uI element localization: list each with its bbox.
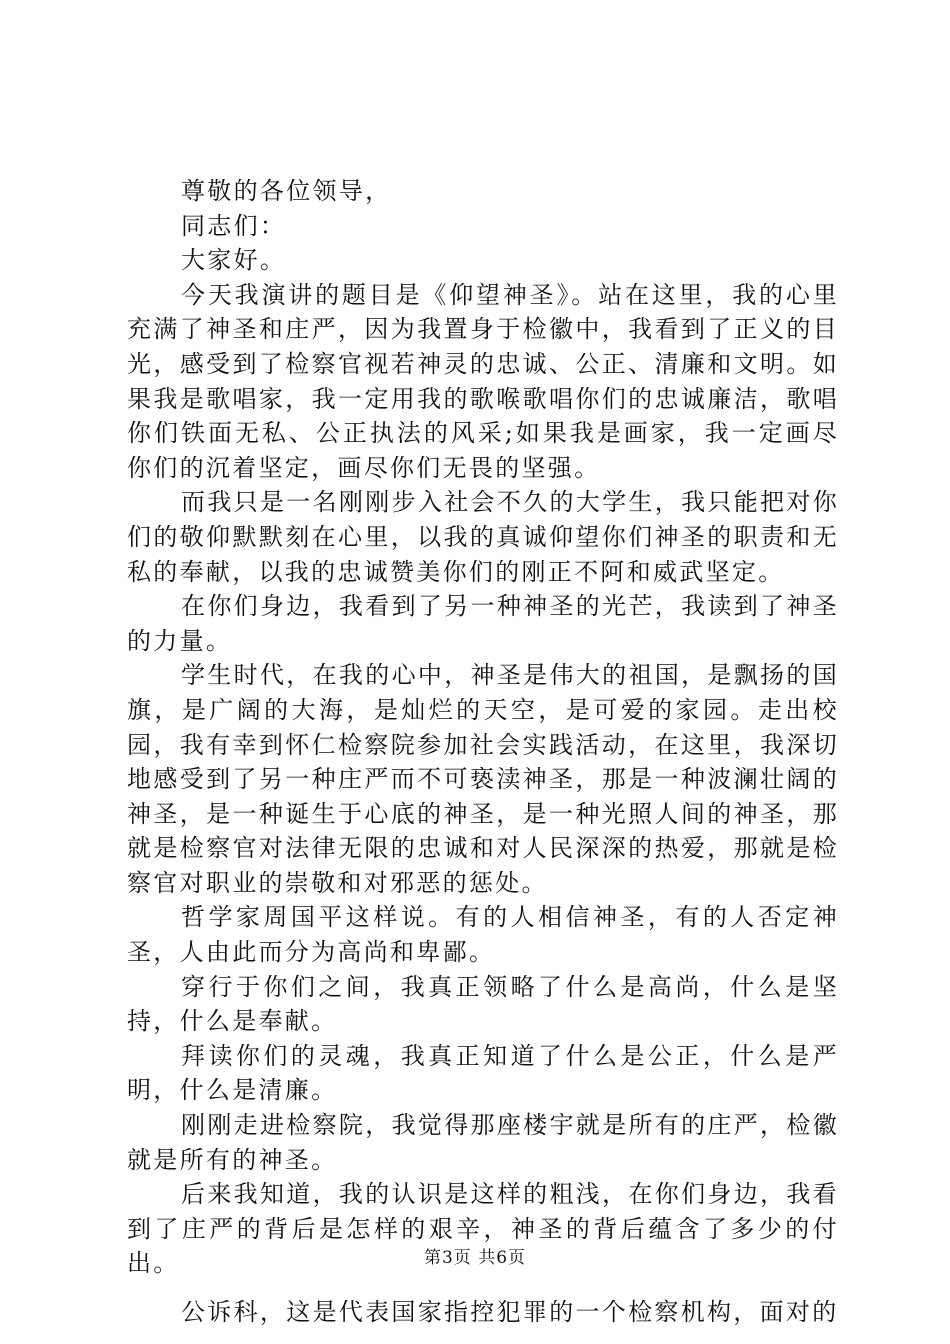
paragraph: 后来我知道，我的认识是这样的粗浅，在你们身边，我看到了庄严的背后是怎样的艰辛，神圣的背后蕴含了多少的付出。	[127, 1180, 839, 1278]
greeting: 大家好。	[181, 246, 287, 275]
paragraph: 学生时代，在我的心中，神圣是伟大的祖国，是飘扬的国旗，是广阔的大海，是灿烂的天空，是可爱的家园。走出校园，我有幸到怀仁检察院参加社会实践活动，在这里，我深切地感受到了另一种庄严而不可亵渎神圣，那是一种波澜壮阔的神圣，是一种诞生于心底的神圣，是一种光照人间的神圣，那就是检察官对法律无限的忠诚和对人民深深的热爱，那就是检察官对职业的崇敬和对邪恶的惩处。	[127, 661, 839, 897]
paragraph: 拜读你们的灵魂，我真正知道了什么是公正，什么是严明，什么是清廉。	[127, 1041, 839, 1105]
salutation-comrades: 同志们：	[181, 211, 287, 240]
paragraph: 穿行于你们之间，我真正领略了什么是高尚，什么是坚持，什么是奉献。	[127, 972, 839, 1036]
document-body	[127, 174, 839, 1330]
salutation-leaders: 尊敬的各位领导，	[181, 177, 392, 205]
paragraph: 刚刚走进检察院，我觉得那座楼宇就是所有的庄严，检徽就是所有的神圣。	[127, 1111, 839, 1174]
paragraph: 今天我演讲的题目是《仰望神圣》。站在这里，我的心里充满了神圣和庄严，因为我置身于检徽中，我看到了正义的目光，感受到了检察官视若神灵的忠诚、公正、清廉和文明。如果我是歌唱家，我一定用我的歌喉歌唱你们的忠诚廉洁，歌唱你们铁面无私、公正执法的风采;如果我是画家，我一定画尽你们的沉着坚定，画尽你们无畏的坚强。	[127, 280, 839, 482]
paragraph: 在你们身边，我看到了另一种神圣的光芒，我读到了神圣的力量。	[127, 592, 839, 655]
paragraph: 公诉科，这是代表国家指控犯罪的一个检察机构，面对的	[181, 1298, 839, 1326]
paragraph: 哲学家周国平这样说。有的人相信神圣，有的人否定神圣，人由此而分为高尚和卑鄙。	[127, 903, 839, 967]
page-number-footer: 第3页 共6页	[423, 1248, 527, 1268]
paragraph: 而我只是一名刚刚步入社会不久的大学生，我只能把对你们的敬仰默默刻在心里，以我的真诚仰望你们神圣的职责和无私的奉献，以我的忠诚赞美你们的刚正不阿和威武坚定。	[127, 488, 839, 586]
